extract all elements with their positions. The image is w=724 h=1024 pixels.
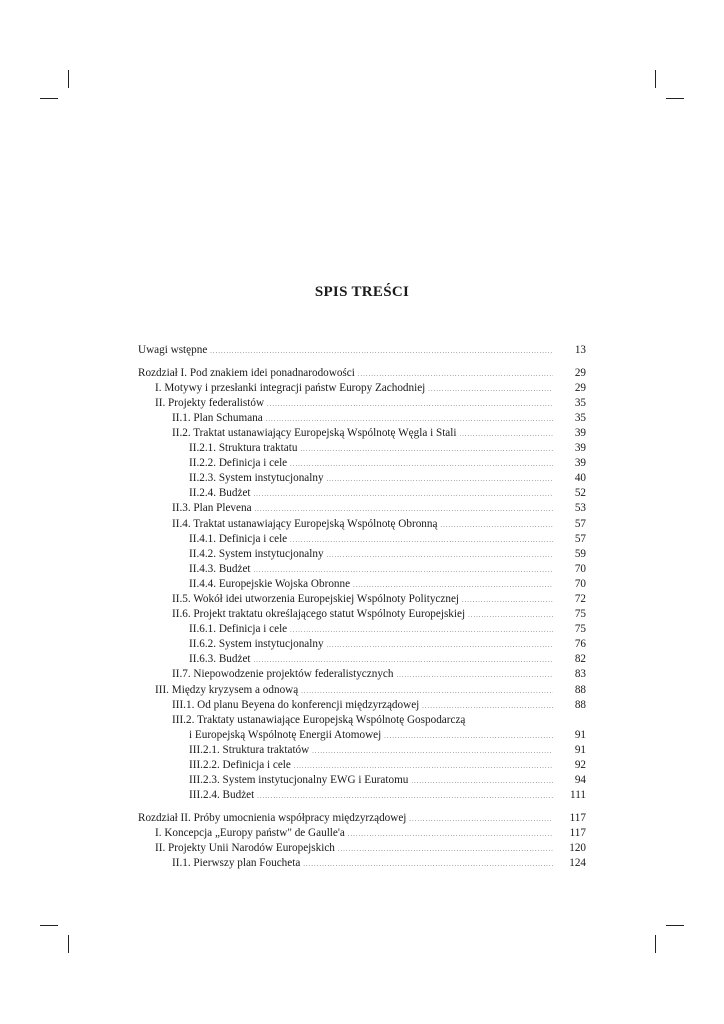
toc-entry (138, 842, 586, 857)
toc-entry (138, 487, 586, 502)
toc-entry-title: II.1. Pierwszy plan Foucheta (172, 857, 301, 870)
toc-entry-title: II.3. Plan Plevena (172, 502, 252, 515)
toc-entry (138, 653, 586, 668)
toc-page-number: 39 (574, 442, 586, 455)
toc-page-number: 70 (574, 562, 586, 575)
dot-leader (290, 538, 553, 544)
toc-page-number: 82 (574, 653, 586, 666)
crop-mark-bottom-right-vertical (655, 935, 656, 953)
dot-leader (440, 523, 553, 529)
dot-leader (327, 643, 553, 649)
toc-entry (138, 412, 586, 427)
dot-leader (266, 417, 553, 423)
toc-entry-title: II.4.4. Europejskie Wojska Obronne (189, 577, 351, 590)
toc-page-number: 72 (574, 593, 586, 605)
toc-page-number: 13 (574, 344, 586, 356)
toc-page-number: 57 (574, 532, 586, 545)
dot-leader (338, 847, 553, 853)
toc-entry (138, 367, 586, 382)
toc-entry-title: II.2.1. Struktura traktatu (189, 442, 298, 455)
toc-page-number: 94 (574, 774, 586, 787)
crop-mark-top-left-vertical (68, 70, 69, 88)
dot-leader (255, 507, 553, 513)
toc-entry-title: II.7. Niepowodzenie projektów federalistycznych (172, 668, 394, 681)
dot-leader (384, 734, 553, 740)
toc-entry (138, 638, 586, 653)
toc-page-number: 35 (574, 411, 586, 424)
toc-entry (138, 502, 586, 517)
toc-page-number: 75 (574, 608, 586, 621)
toc-entry-title: III.2.4. Budżet (189, 789, 255, 802)
toc-entry-title: I. Koncepcja „Europy państw" de Gaulle'a (155, 826, 345, 839)
toc-entry (138, 344, 586, 359)
dot-leader (422, 704, 553, 710)
dot-leader (409, 817, 553, 823)
toc-page-number: 70 (574, 577, 586, 590)
dot-leader (468, 613, 553, 619)
dot-leader (327, 553, 553, 559)
toc-entry-title: III.2.3. System instytucjonalny EWG i Euratomu (189, 774, 409, 787)
dot-leader (428, 387, 553, 393)
toc-entry (138, 623, 586, 638)
dot-leader (254, 568, 553, 574)
toc-entry-title: Rozdział II. Próby umocnienia współpracy międzyrządowej (138, 811, 407, 824)
toc-page-number: 117 (569, 811, 586, 824)
toc-entry-title: III.1. Od planu Beyena do konferencji międzyrządowej (172, 698, 420, 711)
toc-page-number: 111 (570, 789, 586, 802)
toc-entry (138, 774, 586, 789)
toc-entry (138, 397, 586, 412)
toc-entry (138, 382, 586, 397)
toc-entry (138, 684, 586, 699)
toc-entry-title: II.4.3. Budżet (189, 562, 251, 575)
toc-entry-title: II.4.2. System instytucjonalny (189, 547, 324, 560)
toc-entry (138, 563, 586, 578)
toc-entry-title: II.1. Plan Schumana (172, 411, 263, 424)
toc-entry (138, 744, 586, 759)
toc-entry-title: II.2.4. Budżet (189, 487, 251, 500)
toc-page-number: 53 (574, 502, 586, 515)
section-gap (138, 359, 586, 367)
toc-entry (138, 668, 586, 683)
toc-entry-title: III. Między kryzysem a odnową (155, 683, 299, 696)
toc-entry-title: II. Projekty Unii Narodów Europejskich (155, 842, 335, 854)
toc-entry-title: II. Projekty federalistów (155, 396, 265, 409)
dot-leader (301, 689, 553, 695)
toc-entry-title: Rozdział I. Pod znakiem idei ponadnarodowości (138, 366, 355, 379)
toc-entry (138, 578, 586, 593)
toc-entry (138, 857, 586, 872)
toc-entry (138, 593, 586, 608)
toc-entry (138, 518, 586, 533)
toc-entry (138, 472, 586, 487)
crop-mark-top-left-horizontal (40, 98, 58, 99)
toc-page-number: 39 (574, 457, 586, 470)
dot-leader (254, 492, 553, 498)
toc-entry (138, 789, 586, 804)
toc-entry-title: II.2.3. System instytucjonalny (189, 472, 324, 485)
toc-page-number: 83 (574, 668, 586, 681)
toc-page-number: 120 (569, 842, 586, 854)
toc-entry (138, 533, 586, 548)
crop-mark-bottom-left-horizontal (40, 925, 58, 926)
dot-leader (267, 402, 553, 408)
crop-mark-bottom-left-vertical (68, 935, 69, 953)
toc-entry (138, 442, 586, 457)
toc-page-number: 117 (569, 826, 586, 839)
crop-mark-top-right-vertical (655, 70, 656, 88)
toc-page-number: 88 (574, 683, 586, 696)
toc-page-number: 29 (574, 381, 586, 394)
toc-page-number: 35 (574, 396, 586, 409)
toc-page-number: 124 (569, 857, 586, 870)
toc-entry-title: II.6.2. System instytucjonalny (189, 638, 324, 651)
section-gap (138, 804, 586, 812)
toc-entry (138, 608, 586, 623)
dot-leader (294, 764, 553, 770)
dot-leader (348, 832, 553, 838)
toc-entry (138, 699, 586, 714)
toc-entry-title: III.2.1. Struktura traktatów (189, 743, 310, 756)
toc-page-number: 92 (574, 759, 586, 772)
toc-entry-title: II.6. Projekt traktatu określającego statut Wspólnoty Europejskiej (172, 608, 466, 621)
toc-entry (138, 827, 586, 842)
dot-leader (327, 477, 553, 483)
toc-entry-title: II.2.2. Definicja i cele (189, 457, 288, 470)
toc-page-number: 59 (574, 547, 586, 560)
dot-leader (460, 432, 554, 438)
toc-page-number: 91 (574, 743, 586, 756)
toc-page-number: 91 (574, 728, 586, 741)
toc-entry-title: II.4. Traktat ustanawiający Europejską Wspólnotę Obronną (172, 517, 438, 530)
toc-entry (138, 729, 586, 744)
page-title: SPIS TREŚCI (314, 284, 410, 300)
toc-entry-title: I. Motywy i przesłanki integracji państw Europy Zachodniej (155, 381, 426, 394)
dot-leader (353, 583, 553, 589)
dot-leader (358, 372, 553, 378)
toc-entry-title: Uwagi wstępne (138, 344, 208, 356)
dot-leader (397, 673, 554, 679)
toc-entry (138, 759, 586, 774)
dot-leader (254, 658, 553, 664)
toc-entry-title: III.2. Traktaty ustanawiające Europejską Wspólnotę Gospodarczą (172, 713, 466, 726)
toc-entry-title: II.6.3. Budżet (189, 653, 251, 666)
toc-page-number: 88 (574, 698, 586, 711)
crop-mark-top-right-horizontal (666, 98, 684, 99)
toc-entry-title: II.2. Traktat ustanawiający Europejską Wspólnotę Węgla i Stali (172, 426, 457, 439)
dot-leader (462, 598, 553, 604)
toc-page-number: 40 (574, 472, 586, 485)
dot-leader (257, 794, 553, 800)
dot-leader (210, 349, 553, 355)
toc-entry-title: II.4.1. Definicja i cele (189, 532, 288, 545)
crop-mark-bottom-right-horizontal (666, 925, 684, 926)
dot-leader (290, 462, 553, 468)
toc-page-number: 29 (574, 366, 586, 379)
toc-entry-title: II.6.1. Definicja i cele (189, 623, 288, 636)
toc-page-number: 75 (574, 623, 586, 636)
dot-leader (300, 447, 553, 453)
dot-leader (303, 862, 553, 868)
toc-entry (138, 714, 586, 729)
toc-entry-title: i Europejską Wspólnotę Energii Atomowej (189, 728, 382, 741)
toc-entry (138, 427, 586, 442)
toc-entry (138, 812, 586, 827)
dot-leader (411, 779, 553, 785)
dot-leader (290, 628, 553, 634)
toc-entry-title: II.5. Wokół idei utworzenia Europejskiej Wspólnoty Politycznej (172, 593, 460, 605)
toc-entry-title: III.2.2. Definicja i cele (189, 759, 291, 772)
toc-entry (138, 548, 586, 563)
dot-leader (312, 749, 553, 755)
table-of-contents (138, 344, 586, 872)
toc-page-number: 76 (574, 638, 586, 651)
toc-page-number: 52 (574, 487, 586, 500)
toc-entry (138, 457, 586, 472)
toc-page-number: 57 (574, 517, 586, 530)
toc-page-number: 39 (574, 426, 586, 439)
